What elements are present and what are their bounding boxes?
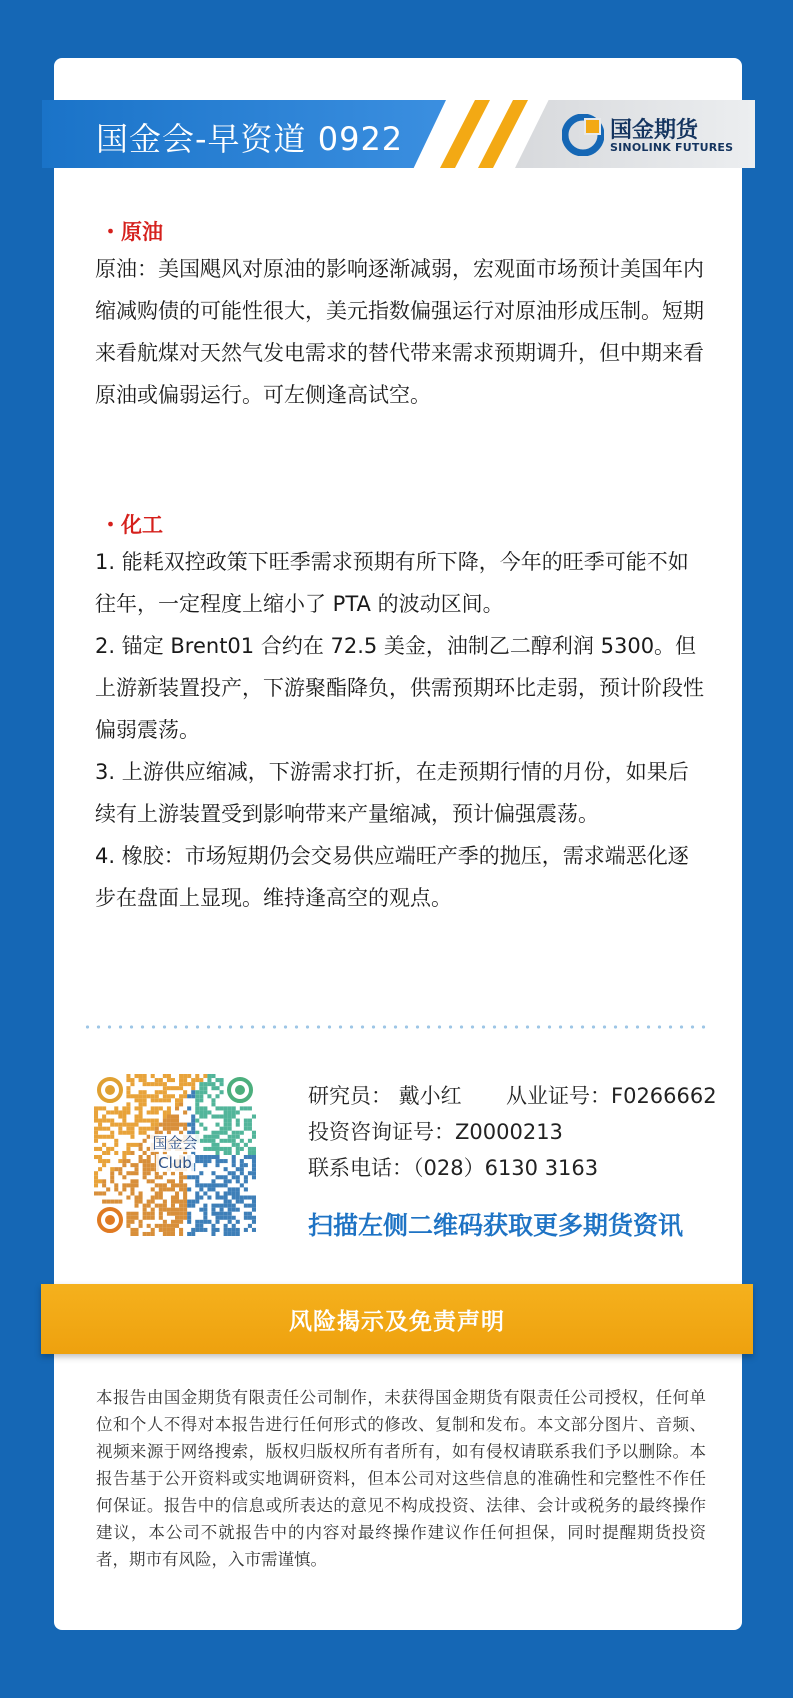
section-heading-crude-oil: ・原油 [100,220,163,244]
logo-en-text: SINOLINK FUTURES [610,141,734,154]
disclaimer-text: 本报告由国金期货有限责任公司制作，未获得国金期货有限责任公司授权，任何单位和个人不得对本报告进行任何形式的修改、复制和发布。本文部分图片、音频、视频来源于网络搜索，版权归版权所有者所有，如有侵权请联系我们予以删除。本报告基于公开资料或实地调研资料，但本公司对这些信息的准确性和完整性不作任何保证。报告中的信息或所表达的意见不构成投资、法律、会计或税务的最终操作建议，本公司不就报告中的内容对最终操作建议作任何担保，同时提醒期货投资者，期市有风险，入市需谨慎。 [96,1388,706,1569]
dotted-divider [82,1025,707,1029]
chemical-body [95,541,705,919]
paragraph: 1. 能耗双控政策下旺季需求预期有所下降，今年的旺季可能不如往年，一定程度上缩小了 PTA 的波动区间。 [95,550,689,616]
paragraph: 原油：美国飓风对原油的影响逐渐减弱，宏观面市场预计美国年内缩减购债的可能性很大，美元指数偏强运行对原油形成压制。短期来看航煤对天然气发电需求的替代带来需求预期调升，但中期来看原油或偏弱运行。可左侧逢高试空。 [95,257,704,407]
paragraph: 3. 上游供应缩减，下游需求打折，在走预期行情的月份，如果后续有上游装置受到影响带来产量缩减，预计偏强震荡。 [95,760,689,826]
phone-number: 联系电话：（028）6130 3163 [308,1156,599,1180]
scan-qr-cta: 扫描左侧二维码获取更多期货资讯 [308,1211,684,1240]
qr-label-line2: Club [158,1154,192,1172]
page-title: 国金会-早资道 0922 [96,120,404,158]
paragraph: 4. 橡胶：市场短期仍会交易供应端旺产季的抛压，需求端恶化逐步在盘面上显现。维持逢高空的观点。 [95,844,689,910]
risk-disclosure-banner [41,1284,753,1354]
consult-license-number: 投资咨询证号：Z0000213 [308,1120,563,1144]
paragraph: 2. 锚定 Brent01 合约在 72.5 美金，油制乙二醇利润 5300。但上游新装置投产，下游聚酯降负，供需预期环比走弱，预计阶段性偏弱震荡。 [95,634,704,742]
researcher-name: 研究员： 戴小红 [308,1084,462,1108]
license-number: 从业证号：F0266662 [506,1084,717,1108]
sinolink-logo-icon [562,114,604,156]
qr-label [94,1133,256,1173]
crude-oil-body [95,248,705,416]
logo-cn-text: 国金期货 [610,118,699,143]
qr-label-line1: 国金会 [152,1134,198,1152]
risk-disclosure-title: 风险揭示及免责声明 [289,1308,505,1335]
section-heading-chemical: ・化工 [100,513,163,537]
